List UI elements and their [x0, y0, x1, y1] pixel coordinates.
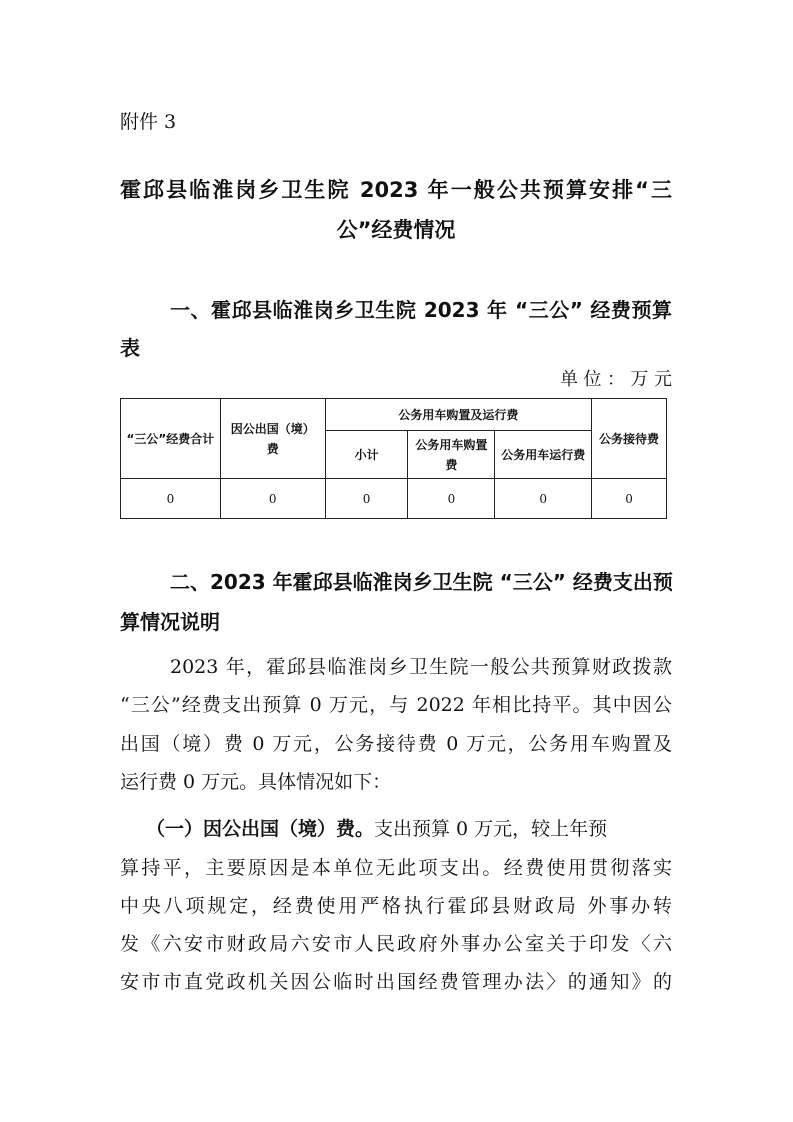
paragraph2-first-line: [146, 817, 672, 841]
budget-table: [120, 398, 667, 519]
subsection-heading: （一）因公出国（境）费。: [146, 818, 375, 840]
section2-heading: 二、2023 年霍邱县临淮岗乡卫生院 “三公” 经费支出预: [170, 570, 673, 594]
header-abroad: 因公出国（境）费: [220, 399, 325, 479]
header-reception: 公务接待费: [592, 399, 667, 479]
section2-heading-cont: 算情况说明: [120, 610, 220, 634]
value-reception: 0: [592, 479, 667, 519]
value-vehicle-purchase: 0: [408, 479, 495, 519]
paragraph2-line: 发《六安市财政局六安市人民政府外事办公室关于印发〈六: [120, 933, 672, 955]
attachment-label: 附件 3: [120, 111, 177, 133]
paragraph2-line: 中央八项规定，经费使用严格执行霍邱县财政局 外事办转: [120, 895, 672, 917]
paragraph1-line: 出国（境）费 0 万元，公务接待费 0 万元，公务用车购置及: [120, 733, 672, 755]
header-total: “三公”经费合计: [121, 399, 221, 479]
unit-label: 单位：万元: [560, 369, 672, 390]
title-line-1: 霍邱县临淮岗乡卫生院 2023 年一般公共预算安排“三: [120, 178, 672, 202]
header-subtotal: 小计: [325, 431, 408, 479]
paragraph1-line: “三公”经费支出预算 0 万元，与 2022 年相比持平。其中因公: [120, 694, 672, 716]
paragraph1-line: 2023 年，霍邱县临淮岗乡卫生院一般公共预算财政拨款: [170, 656, 672, 678]
paragraph2-line: 安市市直党政机关因公临时出国经费管理办法〉的通知》的: [120, 971, 672, 993]
value-abroad: 0: [220, 479, 325, 519]
paragraph2-line: 算持平，主要原因是本单位无此项支出。经费使用贯彻落实: [120, 857, 672, 879]
header-vehicle-group: 公务用车购置及运行费: [325, 399, 591, 431]
paragraph1-line: 运行费 0 万元。具体情况如下：: [120, 771, 392, 793]
paragraph2-text: 支出预算 0 万元，较上年预: [374, 818, 608, 840]
section1-heading-cont: 表: [120, 336, 140, 360]
title-line-2: 公”经费情况: [336, 218, 456, 242]
section1-heading: 一、霍邱县临淮岗乡卫生院 2023 年 “三公” 经费预算: [170, 298, 672, 322]
header-vehicle-operation: 公务用车运行费: [495, 431, 592, 479]
header-vehicle-purchase: 公务用车购置费: [408, 431, 495, 479]
value-vehicle-operation: 0: [495, 479, 592, 519]
value-subtotal: 0: [325, 479, 408, 519]
value-total: 0: [121, 479, 221, 519]
